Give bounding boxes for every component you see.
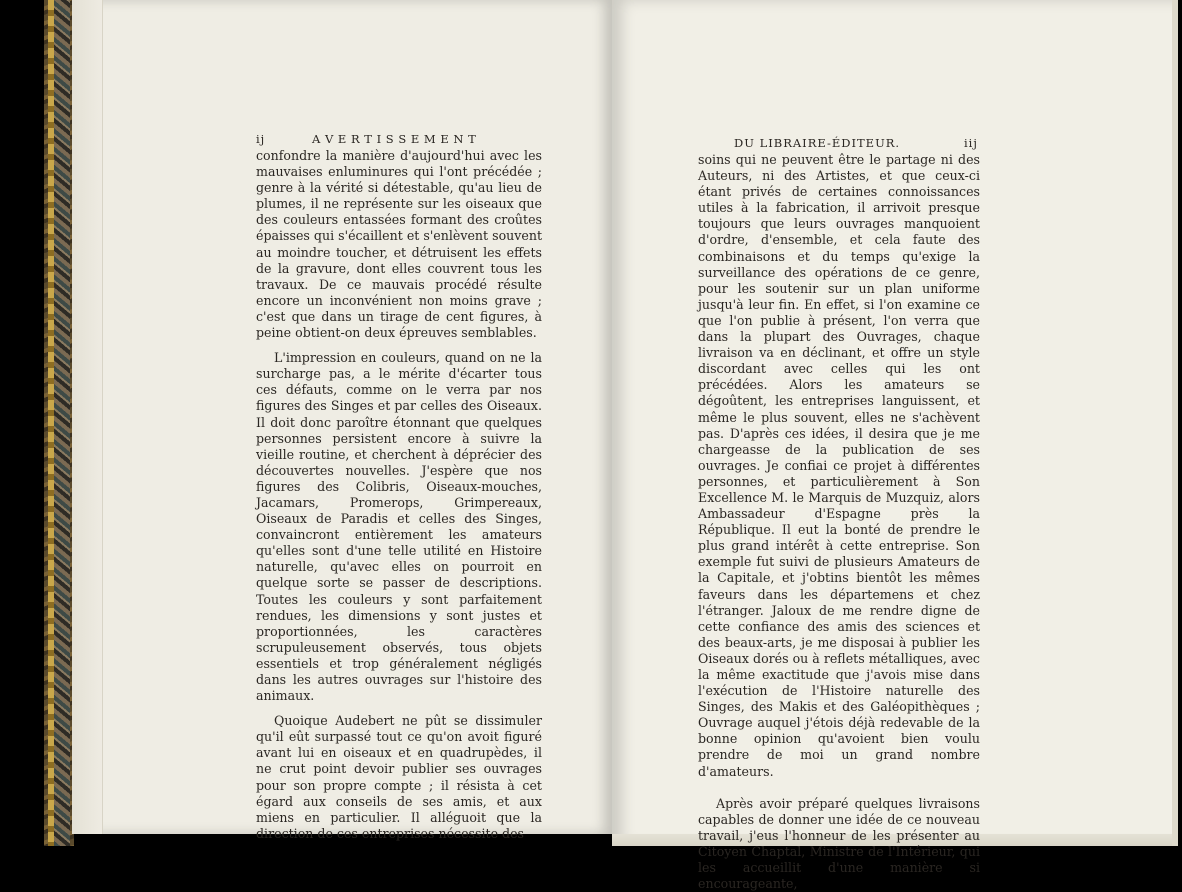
right-running-title: DU LIBRAIRE-ÉDITEUR.: [734, 136, 901, 150]
right-page-right-edge: [1172, 0, 1178, 846]
left-paragraph-1: confondre la manière d'aujourd'hui avec les mauvaises enluminures qui l'ont précédée ; genre à la vérité si détestable, qu'au lieu de plumes, il ne représente sur les oiseaux que des couleurs entassées formant des croûtes épaisses qui s'écaillent et s'enlèvent souvent au moindre toucher, et détruisent les effets de la gravure, dont elles couvrent tous les travaux. De ce mauvais procédé résulte encore un inconvénient non moins grave ; c'est que dans un tirage de cent figures, à peine obtient-on deux épreuves semblables.: [256, 148, 542, 341]
left-text-column: [256, 148, 542, 842]
left-paragraph-3: Quoique Audebert ne pût se dissimuler qu'il eût surpassé tout ce qu'on avoit figuré avant lui en oiseaux et en quadrupèdes, il ne crut point devoir publier ses ouvrages pour son propre compte ; il résista à cet égard aux conseils de ses amis, et aux miens en particulier. Il alléguoit que la direction de ces entreprises nécessite des: [256, 713, 542, 841]
right-page: [612, 0, 1178, 892]
left-folio: ij: [256, 132, 266, 146]
left-paragraph-2: L'impression en couleurs, quand on ne la surcharge pas, a le mérite d'écarter tous ces défauts, comme on le verra par nos figures des Singes et par celles des Oiseaux. Il doit donc paroître étonnant que quelques personnes persistent encore à suivre la vieille routine, et cherchent à déprécier des découvertes nouvelles. J'espère que nos figures des Colibris, Oiseaux-mouches, Jacamars, Promerops, Grimpereaux, Oiseaux de Paradis et celles des Singes, convaincront entièrement les amateurs qu'elles sont d'une telle utilité en Histoire naturelle, qu'avec elles on pourroit en quelque sorte se passer de descriptions. Toutes les couleurs y sont parfaitement rendues, les dimensions y sont justes et proportionnées, les caractères scrupuleusement observés, tous objets essentiels et trop généralement négligés dans les autres ouvrages sur l'histoire des animaux.: [256, 350, 542, 704]
right-paragraph-1: soins qui ne peuvent être le partage ni des Auteurs, ni des Artistes, et que ceux-ci étant privés de certaines connoissances utiles à la fabrication, il arrivoit presque toujours que leurs ouvrages manquoient d'ordre, d'ensemble, et cela faute des combinaisons et du temps qu'exige la surveillance des opérations de ce genre, pour les soutenir sur un plan uniforme jusqu'à leur fin. En effet, si l'on examine ce que l'on publie à présent, l'on verra que dans la plupart des Ouvrages, chaque livraison va en déclinant, et offre un style discordant avec celles qui les ont précédées. Alors les amateurs se dégoûtent, les entreprises languissent, et même le plus souvent, elles ne s'achèvent pas. D'après ces idées, il desira que je me chargeasse de la publication de ses ouvrages. Je confiai ce projet à différentes personnes, et particulièrement à Son Excellence M. le Marquis de Muzquiz, alors Ambassadeur d'Espagne près la République. Il eut la bonté de prendre le plus grand intérêt à cette entreprise. Son exemple fut suivi de plusieurs Amateurs de la Capitale, et j'obtins bientôt les mêmes faveurs dans les départemens et chez l'étranger. Jaloux de me rendre digne de cette confiance des amis des sciences et des beaux-arts, je me disposai à publier les Oiseaux dorés ou à reflets métalliques, avec la même exactitude que j'avois mise dans l'exécution de l'Histoire naturelle des Singes, des Makis et des Galéopithèques ; Ouvrage auquel j'étois déjà redevable de la bonne opinion qu'avoient bien voulu prendre de moi un grand nombre d'amateurs.: [698, 152, 980, 779]
right-text-column: [698, 152, 980, 892]
right-folio: iij: [964, 136, 978, 150]
right-paragraph-2: Après avoir préparé quelques livraisons capables de donner une idée de ce nouveau travail, j'eus l'honneur de les présenter au Citoyen Chaptal, Ministre de l'Intérieur, qui les accueillit d'une manière si encourageante,: [698, 795, 980, 892]
marbled-endpaper: [54, 0, 70, 846]
left-running-title: A V E R T I S S E M E N T: [312, 132, 477, 146]
left-page: [72, 0, 612, 841]
left-page-edge: [72, 0, 103, 834]
